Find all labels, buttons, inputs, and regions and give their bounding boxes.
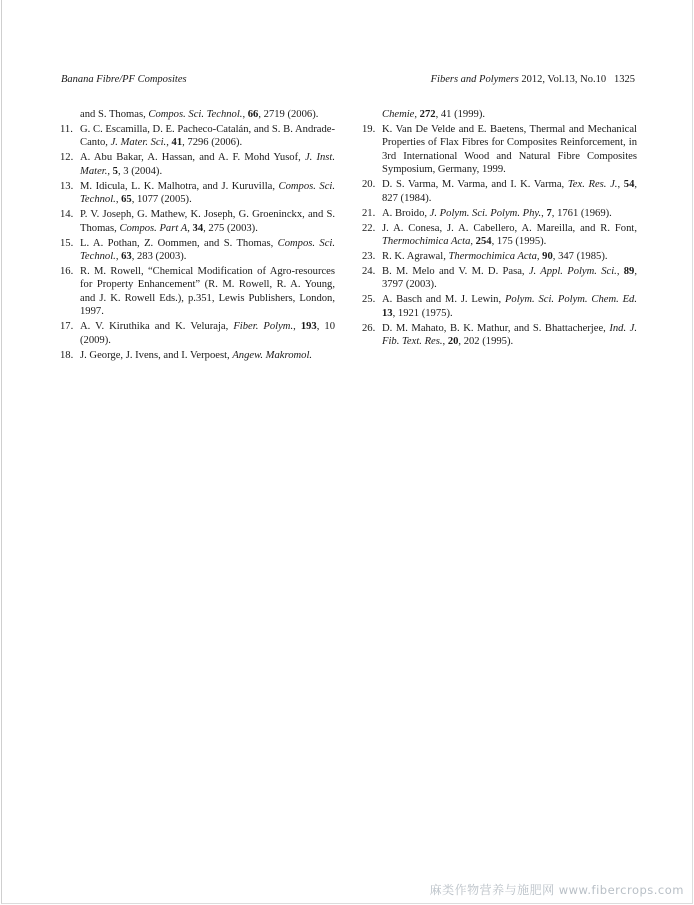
volume-number: 41 [171, 137, 183, 149]
volume-number: 5 [112, 165, 118, 177]
reference-text: K. Van De Velde and E. Baetens, Thermal and Mechanical Properties of Flax Fibres for Composites Reinforcement, in 3rd International Wood and Natural Fibre Composites Symposium, Germany, 1999. [382, 124, 637, 176]
volume-number: 66 [247, 109, 259, 120]
reference-text: B. M. Melo and V. M. D. Pasa, [382, 266, 529, 278]
reference-text: , [115, 251, 122, 263]
journal-volume-issue: 2012, Vol.13, No.10 [518, 74, 607, 85]
journal-title: Thermochimica Acta [382, 236, 471, 248]
reference-text: , [536, 251, 543, 263]
reference-entry [60, 151, 335, 178]
journal-title: Angew. Makromol. [232, 349, 313, 361]
reference-number: 21. [362, 207, 376, 219]
volume-number: 7 [546, 207, 552, 219]
reference-text: D. S. Varma, M. Varma, and I. K. Varma, [382, 179, 568, 191]
reference-text: , [470, 236, 476, 248]
journal-title: Compos. Sci. Technol. [80, 180, 336, 206]
reference-text: , 1077 (2005). [131, 194, 192, 206]
reference-text: , 10 (2009). [80, 321, 335, 346]
reference-text: L. A. Pothan, Z. Oommen, and S. Thomas, [80, 237, 278, 249]
volume-number: 272 [419, 109, 436, 120]
reference-entry [60, 320, 335, 347]
reference-entry [60, 265, 335, 319]
reference-entry [362, 265, 637, 292]
reference-text: J. George, J. Ivens, and I. Verpoest, [80, 349, 233, 361]
journal-title: Fiber. Polym. [233, 321, 294, 333]
reference-text: , 3797 (2003). [382, 266, 637, 291]
running-header-journal [431, 74, 635, 85]
reference-number: 26. [362, 322, 376, 334]
journal-title: Chemie [382, 109, 415, 120]
references-left-column [60, 108, 335, 364]
watermark [430, 881, 684, 898]
reference-text: , [115, 194, 122, 206]
reference-text: , 175 (1995). [491, 236, 547, 248]
reference-text: A. Basch and M. J. Lewin, [382, 294, 505, 306]
journal-title: J. Inst. Mater. [80, 152, 335, 177]
reference-text: , 41 (1999). [435, 109, 485, 120]
volume-number: 54 [623, 179, 635, 191]
reference-number: 16. [60, 266, 74, 278]
reference-text: , [541, 207, 547, 219]
reference-text: R. M. Rowell, “Chemical Modification of Agro-resources for Property Enhancement” (R. M. Rowell, R. A. Young, and J. K. Rowell Eds.), p.351, Lewis Publishers, London, 1997. [80, 266, 335, 318]
volume-number: 34 [192, 222, 204, 234]
reference-text: , [414, 109, 420, 120]
references-right-column [362, 108, 637, 350]
reference-number: 23. [362, 251, 376, 263]
journal-title: J. Polym. Sci. Polym. Phy. [429, 207, 542, 219]
reference-entry [362, 178, 637, 205]
reference-number: 11. [60, 124, 73, 135]
reference-text: , 202 (1995). [458, 336, 514, 348]
journal-title: J. Mater. Sci. [110, 137, 167, 149]
reference-text: D. M. Mahato, B. K. Mathur, and S. Bhattacherjee, [382, 322, 610, 334]
volume-number: 89 [623, 266, 635, 278]
journal-name: Fibers and Polymers [430, 74, 519, 85]
reference-text: P. V. Joseph, G. Mathew, K. Joseph, G. Groeninckx, and S. Thomas, [80, 209, 335, 234]
reference-text: , 3 (2004). [117, 165, 163, 177]
reference-text: , [293, 321, 301, 333]
journal-title: Tex. Res. J. [567, 179, 618, 191]
reference-number: 12. [60, 152, 74, 164]
reference-text: , 2719 (2006). [258, 109, 319, 120]
reference-text: G. C. Escamilla, D. E. Pacheco-Catalán, and S. B. Andrade-Canto, [80, 124, 335, 149]
reference-text: , [107, 165, 113, 177]
reference-number: 22. [362, 222, 376, 234]
journal-title: Compos. Sci. Technol. [148, 109, 243, 120]
watermark-cn: 麻类作物营养与施肥网 [429, 883, 555, 897]
reference-entry [60, 349, 335, 362]
reference-text: , [442, 336, 448, 348]
reference-text: , 7296 (2006). [182, 137, 243, 149]
reference-entry [362, 207, 637, 220]
reference-text: , [617, 179, 624, 191]
reference-text: A. Broido, [382, 207, 430, 219]
volume-number: 63 [121, 251, 132, 263]
running-header-title: Banana Fibre/PF Composites [61, 74, 187, 85]
reference-number: 15. [60, 237, 74, 249]
journal-title: Compos. Part A [119, 222, 188, 234]
reference-text: R. K. Agrawal, [382, 251, 449, 263]
reference-number: 13. [60, 180, 74, 192]
reference-text: , [166, 137, 172, 149]
reference-number: 14. [60, 209, 74, 221]
reference-text: , 827 (1984). [382, 179, 638, 204]
reference-text: , 1921 (1975). [392, 307, 453, 319]
volume-number: 20 [447, 336, 459, 348]
reference-entry [60, 237, 335, 264]
reference-number: 25. [362, 294, 376, 306]
volume-number: 65 [121, 194, 132, 206]
reference-number: 19. [362, 124, 376, 135]
reference-text: A. Abu Bakar, A. Hassan, and A. F. Mohd Yusof, [80, 152, 305, 164]
volume-number: 13 [382, 307, 393, 319]
reference-text: , [616, 266, 624, 278]
reference-number: 24. [362, 266, 376, 278]
reference-text: , [187, 222, 193, 234]
watermark-url: www.fibercrops.com [558, 883, 684, 897]
reference-number: 17. [60, 321, 74, 333]
reference-number: 18. [60, 349, 74, 361]
reference-text: , 347 (1985). [552, 251, 608, 263]
journal-title: Thermochimica Acta [448, 251, 537, 263]
reference-text: , 283 (2003). [131, 251, 187, 263]
reference-text: M. Idicula, L. K. Malhotra, and J. Kuruvilla, [80, 180, 279, 192]
reference-entry [362, 250, 637, 263]
reference-number: 20. [362, 179, 376, 191]
page-number: 1325 [614, 74, 635, 85]
reference-text: A. V. Kiruthika and K. Veluraja, [80, 321, 234, 333]
reference-entry [362, 322, 637, 349]
reference-text: , 275 (2003). [203, 222, 258, 234]
journal-title: Polym. Sci. Polym. Chem. Ed. [504, 294, 637, 306]
volume-number: 193 [300, 321, 317, 333]
reference-text: , [242, 109, 248, 120]
reference-entry [60, 208, 335, 235]
reference-text: J. A. Conesa, J. A. Cabellero, A. Mareilla, and R. Font, [382, 222, 637, 234]
reference-entry [60, 180, 335, 207]
reference-entry [60, 108, 335, 121]
volume-number: 254 [475, 236, 492, 248]
reference-text: , 1761 (1969). [551, 207, 612, 219]
reference-text: and S. Thomas, [80, 109, 149, 120]
reference-entry [362, 293, 637, 320]
journal-title: Ind. J. Fib. Text. Res. [382, 322, 637, 348]
reference-entry [362, 123, 637, 177]
reference-entry [362, 108, 637, 121]
reference-entry [362, 222, 637, 249]
volume-number: 90 [542, 251, 553, 263]
journal-title: J. Appl. Polym. Sci. [528, 266, 617, 278]
reference-entry [60, 123, 335, 150]
journal-title: Compos. Sci. Technol. [80, 237, 335, 263]
